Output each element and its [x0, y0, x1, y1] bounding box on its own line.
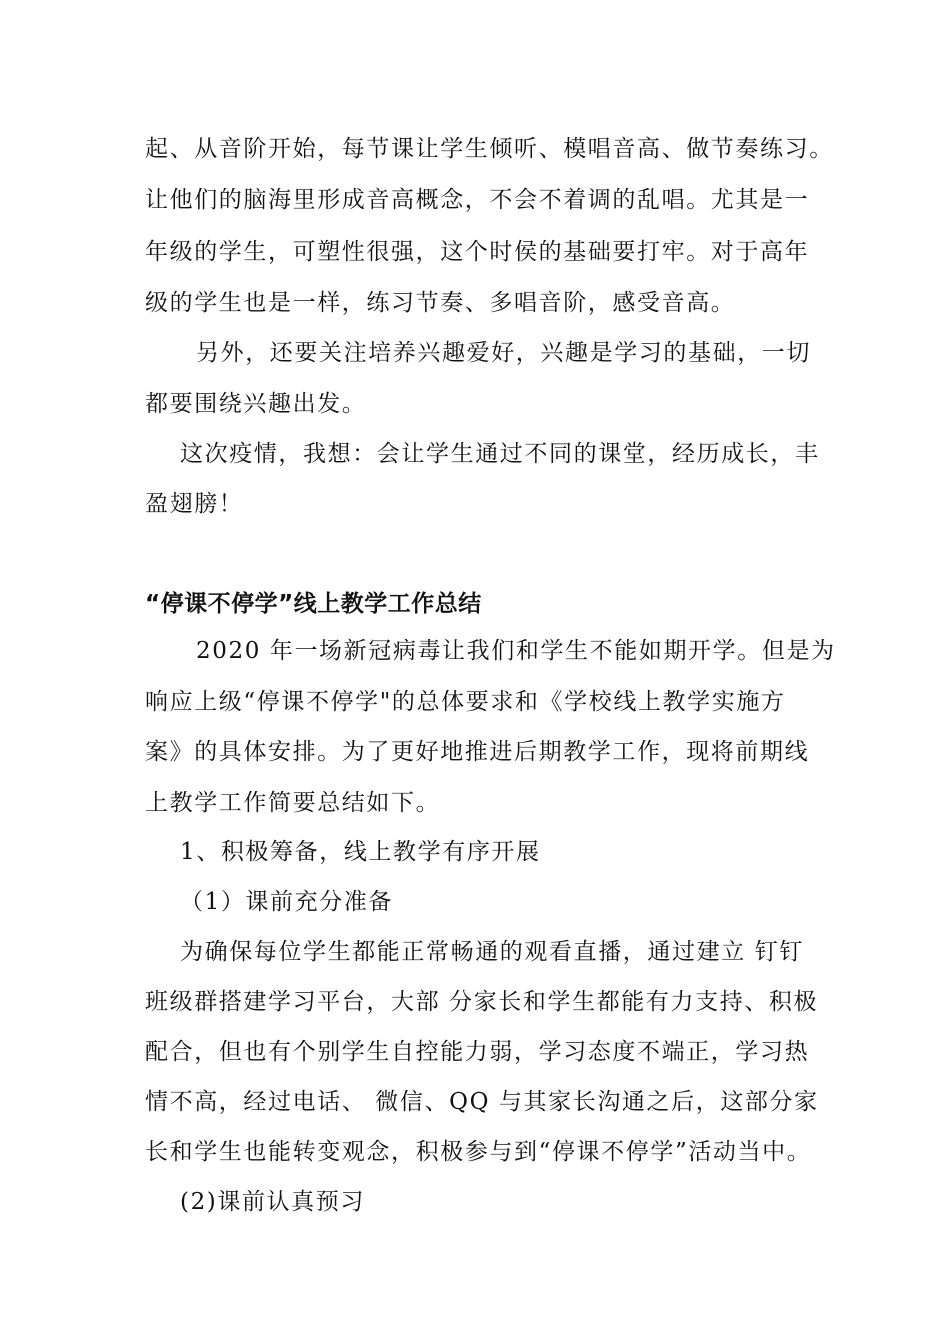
body-text-line: 起、从音阶开始，每节课让学生倾听、模唱音高、做节奏练习。 — [145, 136, 834, 162]
body-text-line: 为确保每位学生都能正常畅通的观看直播，通过建立 钉钉 — [180, 939, 804, 965]
body-text-line: 让他们的脑海里形成音高概念，不会不着调的乱唱。尤其是一 — [145, 187, 810, 213]
body-text-line: 这次疫情，我想：会让学生通过不同的课堂，经历成长，丰 — [180, 441, 820, 467]
body-text-line: 上教学工作简要总结如下。 — [145, 790, 441, 816]
subsection-heading: （1）课前充分准备 — [180, 889, 394, 915]
body-text-line: 2020 年一场新冠病毒让我们和学生不能如期开学。但是为 — [196, 638, 836, 664]
body-text-line: 配合，但也有个别学生自控能力弱，学习态度不端正，学习热 — [145, 1039, 810, 1065]
subsection-heading: (2)课前认真预习 — [180, 1189, 365, 1215]
body-text-line: 情不高，经过电话、 微信、QQ 与其家长沟通之后，这部分家 — [145, 1089, 819, 1115]
body-text-line: 长和学生也能转变观念，积极参与到“停课不停学”活动当中。 — [145, 1139, 812, 1165]
body-text-line: 班级群搭建学习平台，大部 分家长和学生都能有力支持、积极 — [145, 989, 819, 1015]
document-title: “停课不停学”线上教学工作总结 — [145, 591, 482, 617]
body-text-line: 盈翅膀！ — [145, 491, 244, 517]
body-text-line: 年级的学生，可塑性很强，这个时侯的基础要打牢。对于高年 — [145, 239, 810, 265]
body-text-line: 都要围绕兴趣出发。 — [145, 391, 367, 417]
body-text-line: 案》的具体安排。为了更好地推进后期教学工作，现将前期线 — [145, 739, 810, 765]
section-heading: 1、积极筹备，线上教学有序开展 — [180, 839, 541, 865]
body-text-line: 响应上级“停课不停学"的总体要求和《学校线上教学实施方 — [145, 689, 786, 715]
body-text-line: 另外，还要关注培养兴趣爱好，兴趣是学习的基础，一切 — [196, 340, 811, 366]
body-text-line: 级的学生也是一样，练习节奏、多唱音阶，感受音高。 — [145, 290, 736, 316]
